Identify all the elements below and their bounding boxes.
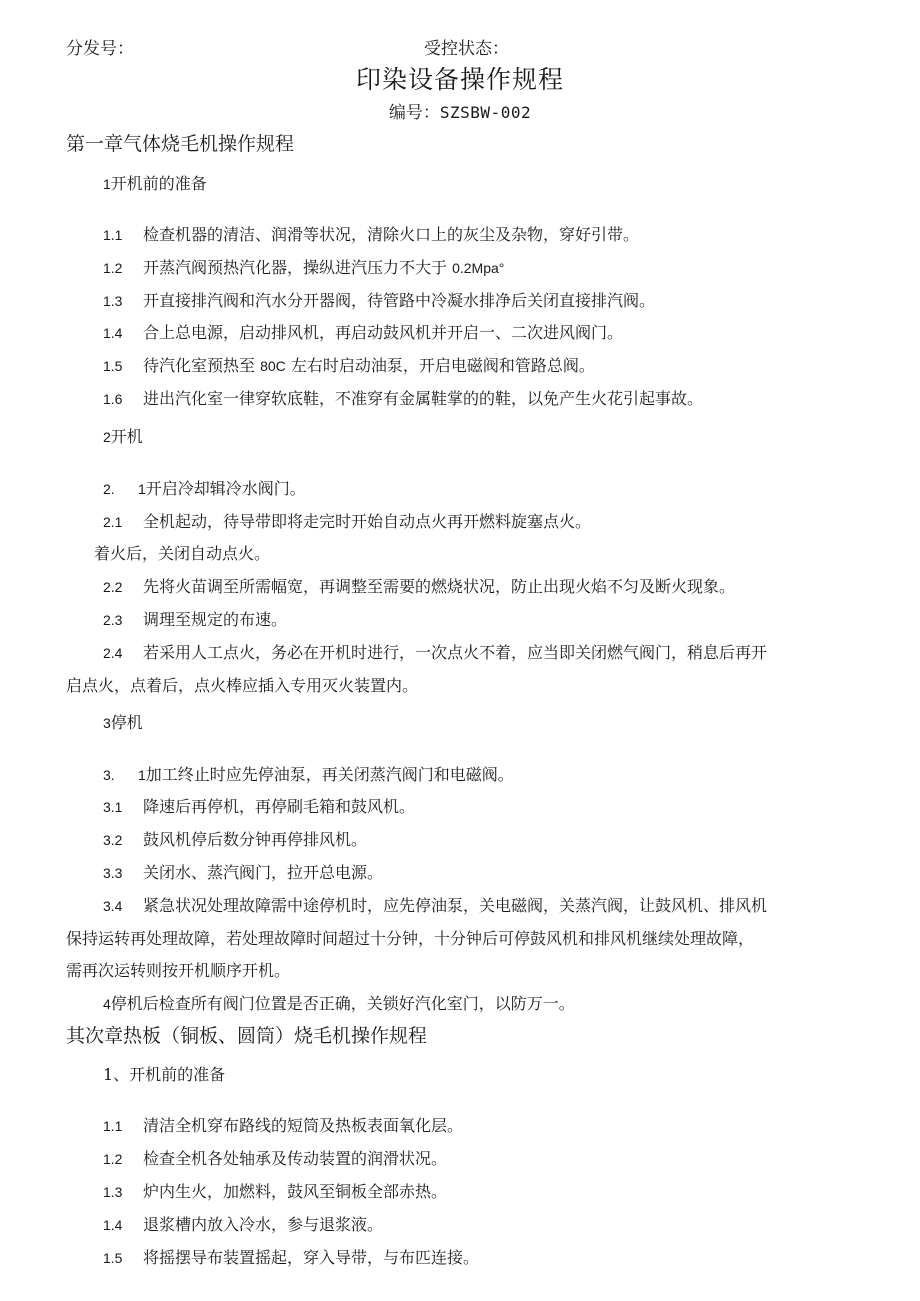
section-heading: 1开机前的准备 bbox=[103, 174, 207, 193]
list-item: 2. 1开启冷却辑冷水阀门。 bbox=[103, 479, 306, 498]
list-item: 3.2 鼓风机停后数分钟再停排风机。 bbox=[103, 830, 368, 849]
list-item: 1.2 检查全机各处轴承及传动装置的润滑状况。 bbox=[103, 1149, 448, 1168]
list-item-continuation: 着火后，关闭自动点火。 bbox=[94, 544, 271, 563]
section-heading: 2开机 bbox=[103, 427, 143, 446]
list-item: 1.1 检查机器的清洁、润滑等状况，清除火口上的灰尘及杂物，穿好引带。 bbox=[103, 225, 640, 244]
list-item: 3.1 降速后再停机，再停刷毛箱和鼓风机。 bbox=[103, 797, 416, 816]
list-item: 2.1 全机起动，待导带即将走完时开始自动点火再开燃料旋塞点火。 bbox=[103, 512, 592, 531]
document-number-code: SZSBW-002 bbox=[439, 103, 532, 122]
chapter-2-title: 其次章热板（铜板、圆筒）烧毛机操作规程 bbox=[66, 1025, 428, 1047]
section-heading: 4停机后检查所有阀门位置是否正确，关锁好汽化室门，以防万一。 bbox=[103, 994, 575, 1013]
list-item: 1.4 合上总电源，启动排风机，再启动鼓风机并开启一、二次进风阀门。 bbox=[103, 323, 624, 342]
list-item: 3.3 关闭水、蒸汽阀门，拉开总电源。 bbox=[103, 863, 384, 882]
document-number bbox=[0, 98, 920, 123]
list-item: 1.1 清洁全机穿布路线的短筒及热板表面氧化层。 bbox=[103, 1116, 464, 1135]
list-item: 1.3 开直接排汽阀和汽水分开器阀，待管路中冷凝水排净后关闭直接排汽阀。 bbox=[103, 291, 656, 310]
chapter-1-title: 第一章气体烧毛机操作规程 bbox=[66, 133, 295, 155]
list-item: 1.2 开蒸汽阀预热汽化器，操纵进汽压力不大于 0.2Mpa° bbox=[103, 258, 505, 277]
distribution-number-label: 分发号： bbox=[66, 39, 134, 59]
list-item: 2.2 先将火苗调至所需幅宽，再调整至需要的燃烧状况，防止出现火焰不匀及断火现象。 bbox=[103, 577, 736, 596]
list-item-continuation: 保持运转再处理故障，若处理故障时间超过十分钟，十分钟后可停鼓风机和排风机继续处理故障， bbox=[66, 929, 755, 948]
list-item: 1.3 炉内生火，加燃料，鼓风至铜板全部赤热。 bbox=[103, 1182, 448, 1201]
document-number-label: 编号： bbox=[388, 103, 440, 123]
document-header bbox=[66, 34, 868, 58]
document-title: 印染设备操作规程 bbox=[355, 65, 564, 94]
list-item: 3. 1加工终止时应先停油泵，再关闭蒸汽阀门和电磁阀。 bbox=[103, 765, 514, 784]
list-item: 1.5 待汽化室预热至 80C 左右时启动油泵，开启电磁阀和管路总阀。 bbox=[103, 356, 595, 375]
section-heading: 1、开机前的准备 bbox=[103, 1065, 226, 1084]
list-item: 1.5 将摇摆导布装置摇起，穿入导带，与布匹连接。 bbox=[103, 1248, 480, 1267]
list-item-continuation: 启点火，点着后，点火棒应插入专用灭火装置内。 bbox=[66, 676, 419, 695]
list-item: 2.3 调理至规定的布速。 bbox=[103, 610, 288, 629]
control-status-label: 受控状态： bbox=[424, 39, 509, 59]
list-item: 2.4 若采用人工点火，务必在开机时进行，一次点火不着，应当即关闭燃气阀门，稍息后再开 bbox=[103, 643, 768, 662]
list-item-continuation: 需再次运转则按开机顺序开机。 bbox=[66, 961, 291, 980]
list-item: 3.4 紧急状况处理故障需中途停机时，应先停油泵，关电磁阀，关蒸汽阀，让鼓风机、排风机 bbox=[103, 896, 768, 915]
section-heading: 3停机 bbox=[103, 713, 143, 732]
list-item: 1.4 退浆槽内放入冷水，参与退浆液。 bbox=[103, 1215, 384, 1234]
list-item: 1.6 进出汽化室一律穿软底鞋，不准穿有金属鞋掌的的鞋，以免产生火花引起事故。 bbox=[103, 389, 704, 408]
